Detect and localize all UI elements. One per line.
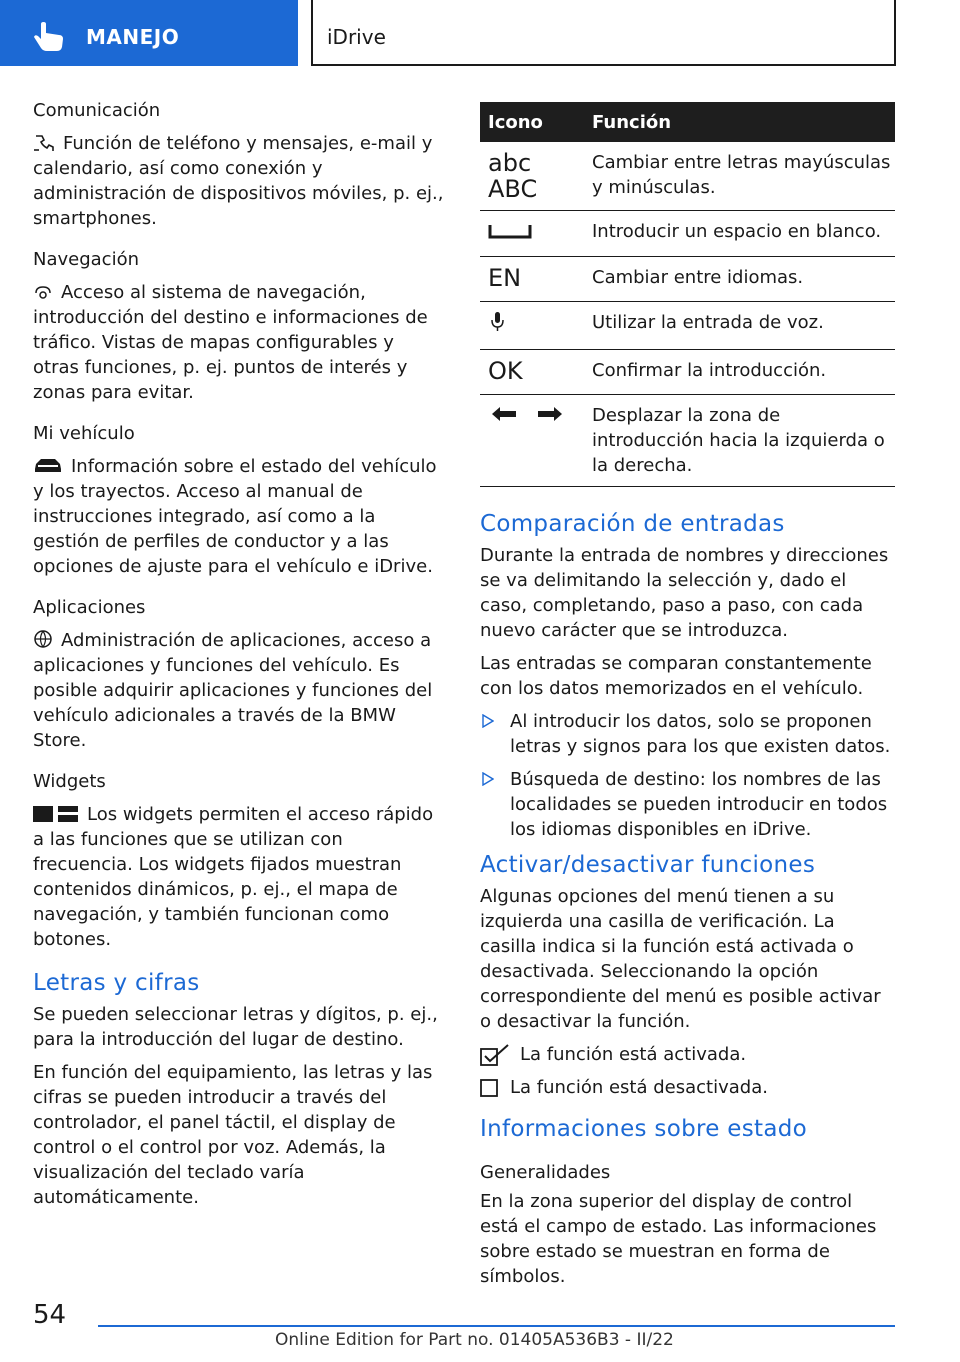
- language-icon: EN: [488, 264, 522, 292]
- chapter-label: iDrive: [327, 25, 386, 49]
- left-column: [33, 98, 445, 1210]
- checkbox-checked-icon: [480, 1044, 510, 1066]
- table-row: [480, 211, 895, 257]
- widgets-block: [33, 769, 445, 952]
- triangle-bullet-icon: [482, 714, 494, 728]
- comparacion-p1: Durante la entrada de nombres y direcciones se va delimitando la selección y, dado el caso, completando, paso a paso, con cada nuevo carácter que se introduzca.: [480, 545, 889, 641]
- table-cell-function: Confirmar la introducción.: [584, 350, 895, 395]
- vehiculo-title: Mi vehículo: [33, 423, 135, 444]
- comunicacion-block: [33, 98, 445, 231]
- table-row: [480, 257, 895, 302]
- checkbox-off-row: [480, 1075, 895, 1100]
- icon-table: [480, 102, 895, 487]
- section-tab: [0, 0, 298, 66]
- aplicaciones-title: Aplicaciones: [33, 597, 146, 618]
- list-item: Búsqueda de destino: los nombres de las localidades se pueden introducir en todos los idiomas disponibles en iDrive.: [480, 767, 895, 842]
- comunicacion-title: Comunicación: [33, 100, 161, 121]
- table-cell-function: Introducir un espacio en blanco.: [584, 211, 895, 257]
- comparacion-list: [480, 709, 895, 842]
- chapter-header: [311, 0, 896, 66]
- checkbox-on-row: [480, 1042, 895, 1067]
- table-cell-function: Utilizar la entrada de voz.: [584, 302, 895, 350]
- comparacion-p2: Las entradas se comparan constantemente con los datos memorizados en el vehículo.: [480, 653, 872, 699]
- triangle-bullet-icon: [482, 772, 494, 786]
- navegacion-text: Acceso al sistema de navegación, introducción del destino e informaciones de tráfico. Vistas de mapas configurables y otras funciones, p. ej. puntos de interés y zonas para evitar.: [33, 282, 428, 403]
- letras-p1: Se pueden seleccionar letras y dígitos, p. ej., para la introducción del lugar de destino.: [33, 1004, 438, 1050]
- comunicacion-text: Función de teléfono y mensajes, e-mail y calendario, así como conexión y administración de dispositivos móviles, p. ej., smartphones.: [33, 133, 444, 229]
- navigation-icon: [33, 283, 53, 301]
- estado-p1: En la zona superior del display de control está el campo de estado. Las informaciones sobre estado se muestran en forma de símbolos.: [480, 1191, 877, 1287]
- checkbox-off-text: La función está desactivada.: [510, 1077, 768, 1098]
- comparacion-heading: Comparación de entradas: [480, 511, 785, 537]
- abc-upper-icon: ABC: [488, 175, 538, 203]
- arrows-icon: [488, 403, 568, 425]
- widgets-title: Widgets: [33, 771, 106, 792]
- activar-p1: Algunas opciones del menú tienen a su izquierda una casilla de verificación. La casilla indica si la función está activada o desactivada. Seleccionando la opción correspondiente del menú es posible activar o desactivar la función.: [480, 886, 881, 1032]
- widgets-icon: [33, 805, 79, 823]
- table-cell-function: Cambiar entre letras mayúsculas y minúsculas.: [584, 142, 895, 211]
- microphone-icon: [488, 310, 508, 334]
- widgets-text: Los widgets permiten el acceso rápido a las funciones que se utilizan con frecuencia. Los widgets fijados muestran contenidos dinámicos, p. ej., el mapa de navegación, y también funcionan como botones.: [33, 804, 434, 950]
- checkbox-unchecked-icon: [480, 1077, 500, 1099]
- section-label: MANEJO: [86, 25, 180, 49]
- space-icon: [488, 219, 532, 241]
- phone-message-icon: [33, 134, 55, 152]
- abc-icon: abc: [488, 149, 532, 177]
- activar-heading: Activar/desactivar funciones: [480, 852, 816, 878]
- table-header-row: [480, 102, 895, 142]
- footer-divider: [98, 1325, 895, 1327]
- list-item: Al introducir los datos, solo se proponen letras y signos para los que existen datos.: [480, 709, 895, 759]
- letras-heading: Letras y cifras: [33, 970, 200, 996]
- hand-pointer-icon: [32, 22, 66, 52]
- navegacion-title: Navegación: [33, 249, 139, 270]
- table-cell-function: Cambiar entre idiomas.: [584, 257, 895, 302]
- table-header-icon: Icono: [480, 102, 584, 142]
- navegacion-block: [33, 247, 445, 405]
- apps-icon: [33, 629, 53, 649]
- table-header-function: Función: [584, 102, 895, 142]
- right-column: [480, 102, 895, 1289]
- table-row: [480, 302, 895, 350]
- car-icon: [33, 455, 63, 475]
- table-cell-function: Desplazar la zona de introducción hacia la izquierda o la derecha.: [584, 395, 895, 487]
- aplicaciones-block: [33, 595, 445, 753]
- checkbox-on-text: La función está activada.: [520, 1044, 747, 1065]
- letras-p2: En función del equipamiento, las letras y las cifras se pueden introducir a través del controlador, el panel táctil, el display de control o el control por voz. Además, la visualización del teclado varía automáticamente.: [33, 1062, 433, 1208]
- table-row: [480, 142, 895, 211]
- vehiculo-block: [33, 421, 445, 579]
- estado-subheading: Generalidades: [480, 1162, 611, 1183]
- vehiculo-text: Información sobre el estado del vehículo y los trayectos. Acceso al manual de instrucciones integrado, así como a la gestión de perfiles de conductor y a las opciones de ajuste para el vehículo e iDrive.: [33, 456, 437, 577]
- ok-icon: OK: [488, 357, 523, 385]
- page-number: 54: [33, 1300, 67, 1330]
- footer-edition: Online Edition for Part no. 01405A536B3 - II/22: [275, 1330, 674, 1350]
- aplicaciones-text: Administración de aplicaciones, acceso a aplicaciones y funciones del vehículo. Es posible adquirir aplicaciones y funciones del vehículo adicionales a través de la BMW Store.: [33, 630, 433, 751]
- table-row: [480, 395, 895, 487]
- table-row: [480, 350, 895, 395]
- estado-heading: Informaciones sobre estado: [480, 1116, 807, 1142]
